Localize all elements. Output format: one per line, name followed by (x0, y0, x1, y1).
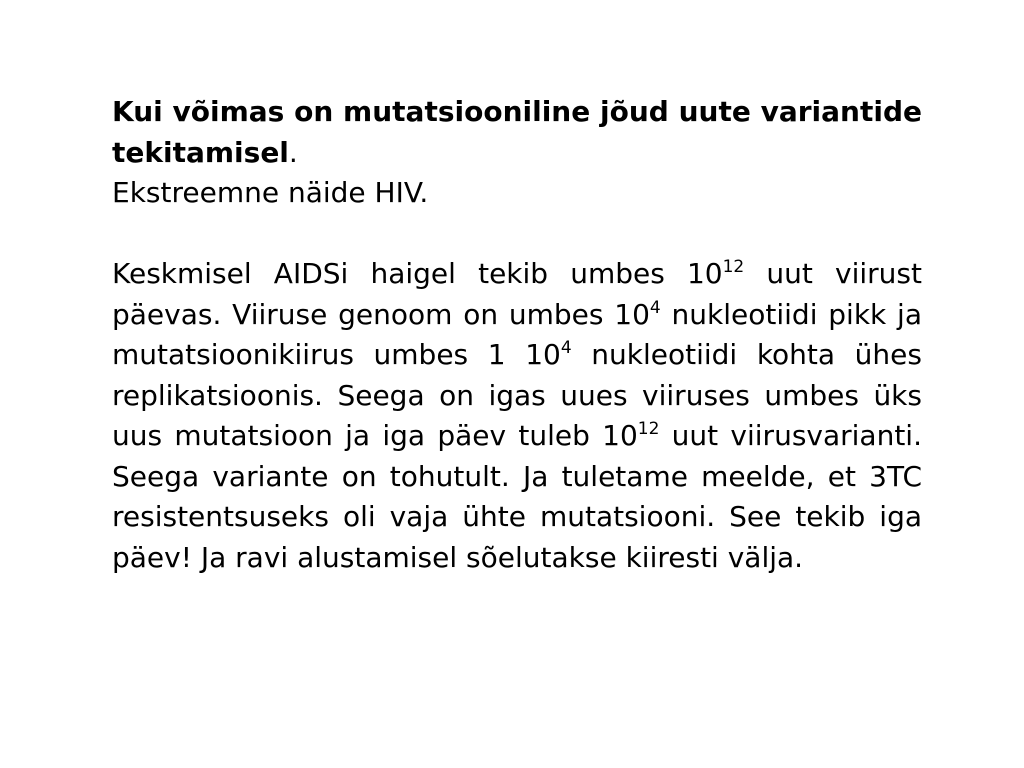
superscript-exponent-4: 12 (637, 419, 660, 439)
heading-paragraph (112, 92, 922, 173)
slide-heading: Kui võimas on mutatsiooniline jõud uute variantide tekitamisel (112, 95, 922, 169)
body-text-2: uut viirust päevas. Viiruse genoom on umbes 10 (112, 257, 922, 331)
body-paragraph (112, 254, 922, 578)
slide-text-body (112, 92, 922, 578)
superscript-exponent-3: 4 (560, 338, 572, 358)
superscript-exponent-2: 4 (649, 297, 661, 318)
paragraph-spacer (112, 214, 922, 255)
body-text-4: nukleotiidi kohta ühes replikatsioonis. Seega on igas uues viiruses umbes üks uus mutatsioon ja iga päev tuleb 10 (112, 338, 922, 452)
example-line: Ekstreemne näide HIV. (112, 176, 429, 209)
heading-period: . (288, 135, 298, 169)
superscript-exponent-1: 12 (722, 257, 745, 277)
body-text-1: Keskmisel AIDSi haigel tekib umbes 10 (112, 257, 723, 290)
body-text-5: uut viirusvarianti. Seega variante on tohutult. Ja tuletame meelde, et 3TC resistentsuseks oli vaja ühte mutatsiooni. See tekib iga päev! Ja ravi alustamisel sõelutakse kiiresti välja. (112, 419, 922, 574)
body-text-3: nukleotiidi pikk ja mutatsioonikiirus umbes 1 10 (112, 297, 922, 371)
